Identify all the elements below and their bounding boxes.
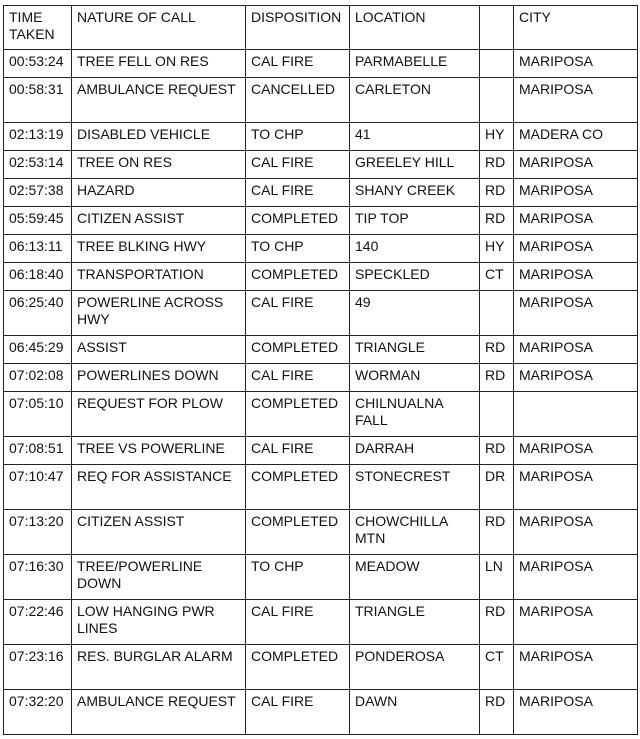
cell-time-taken: 00:53:24 [4,50,72,78]
cell-time-taken: 07:13:20 [4,510,72,555]
cell-disposition: CAL FIRE [246,291,350,336]
cell-city: MARIPOSA [514,179,638,207]
table-row [4,50,638,78]
cell-city: MARIPOSA [514,151,638,179]
cell-disposition: CAL FIRE [246,364,350,392]
cell-city: MARIPOSA [514,465,638,510]
cell-street-suffix: RD [480,151,514,179]
cell-city: MARIPOSA [514,555,638,600]
table-row [4,78,638,123]
cell-nature-of-call: POWERLINE ACROSS HWY [72,291,246,336]
cell-time-taken: 06:13:11 [4,235,72,263]
cell-disposition: COMPLETED [246,336,350,364]
cell-location: 49 [350,291,480,336]
cell-street-suffix: RD [480,437,514,465]
cell-location: DAWN [350,690,480,735]
cell-time-taken: 02:57:38 [4,179,72,207]
cell-nature-of-call: TREE/POWERLINE DOWN [72,555,246,600]
cell-location: CHILNUALNA FALL [350,392,480,437]
cell-nature-of-call: TREE BLKING HWY [72,235,246,263]
cell-street-suffix: RD [480,510,514,555]
cell-time-taken: 02:53:14 [4,151,72,179]
table-header [4,6,638,50]
table-row [4,465,638,510]
header-nature-of-call: NATURE OF CALL [72,6,246,50]
cell-disposition: COMPLETED [246,263,350,291]
table-row [4,510,638,555]
cell-nature-of-call: TRANSPORTATION [72,263,246,291]
table-row [4,336,638,364]
call-log-table [3,5,638,735]
cell-location: MEADOW [350,555,480,600]
cell-city: MARIPOSA [514,510,638,555]
cell-nature-of-call: ASSIST [72,336,246,364]
header-street-suffix [480,6,514,50]
table-row [4,364,638,392]
cell-city [514,392,638,437]
cell-time-taken: 07:22:46 [4,600,72,645]
cell-nature-of-call: AMBULANCE REQUEST [72,690,246,735]
cell-street-suffix: HY [480,123,514,151]
table-row [4,123,638,151]
cell-street-suffix [480,50,514,78]
cell-time-taken: 07:32:20 [4,690,72,735]
cell-disposition: CAL FIRE [246,600,350,645]
cell-street-suffix: LN [480,555,514,600]
cell-time-taken: 06:45:29 [4,336,72,364]
cell-disposition: TO CHP [246,235,350,263]
cell-time-taken: 07:10:47 [4,465,72,510]
cell-location: GREELEY HILL [350,151,480,179]
table-row [4,645,638,690]
cell-time-taken: 05:59:45 [4,207,72,235]
table-row [4,179,638,207]
cell-street-suffix: RD [480,364,514,392]
table-row [4,392,638,437]
table-row [4,151,638,179]
table-body [4,50,638,735]
cell-location: SPECKLED [350,263,480,291]
cell-nature-of-call: TREE ON RES [72,151,246,179]
cell-city: MARIPOSA [514,690,638,735]
cell-city: MARIPOSA [514,207,638,235]
cell-disposition: COMPLETED [246,645,350,690]
cell-location: 140 [350,235,480,263]
table-row [4,207,638,235]
cell-disposition: CAL FIRE [246,50,350,78]
cell-location: PONDEROSA [350,645,480,690]
header-row [4,6,638,50]
cell-disposition: COMPLETED [246,465,350,510]
cell-street-suffix: RD [480,179,514,207]
cell-city: MARIPOSA [514,364,638,392]
header-city: CITY [514,6,638,50]
cell-nature-of-call: LOW HANGING PWR LINES [72,600,246,645]
cell-nature-of-call: POWERLINES DOWN [72,364,246,392]
cell-street-suffix: RD [480,600,514,645]
cell-city: MARIPOSA [514,645,638,690]
cell-disposition: CAL FIRE [246,437,350,465]
cell-street-suffix: CT [480,645,514,690]
table-row [4,291,638,336]
table-row [4,555,638,600]
cell-location: SHANY CREEK [350,179,480,207]
cell-nature-of-call: REQ FOR ASSISTANCE [72,465,246,510]
header-location: LOCATION [350,6,480,50]
cell-time-taken: 00:58:31 [4,78,72,123]
cell-location: STONECREST [350,465,480,510]
cell-location: CHOWCHILLA MTN [350,510,480,555]
cell-location: WORMAN [350,364,480,392]
cell-nature-of-call: CITIZEN ASSIST [72,207,246,235]
cell-time-taken: 07:05:10 [4,392,72,437]
cell-disposition: COMPLETED [246,392,350,437]
cell-disposition: TO CHP [246,123,350,151]
cell-street-suffix: CT [480,263,514,291]
cell-city: MARIPOSA [514,78,638,123]
cell-nature-of-call: REQUEST FOR PLOW [72,392,246,437]
cell-street-suffix: HY [480,235,514,263]
table-row [4,690,638,735]
cell-street-suffix [480,392,514,437]
cell-nature-of-call: HAZARD [72,179,246,207]
cell-disposition: COMPLETED [246,207,350,235]
cell-location: TRIANGLE [350,336,480,364]
cell-street-suffix: RD [480,690,514,735]
cell-disposition: TO CHP [246,555,350,600]
cell-disposition: CANCELLED [246,78,350,123]
cell-city: MARIPOSA [514,263,638,291]
cell-city: MARIPOSA [514,235,638,263]
cell-city: MARIPOSA [514,437,638,465]
cell-city: MARIPOSA [514,50,638,78]
cell-nature-of-call: TREE VS POWERLINE [72,437,246,465]
cell-location: CARLETON [350,78,480,123]
cell-street-suffix: RD [480,207,514,235]
cell-time-taken: 07:02:08 [4,364,72,392]
cell-time-taken: 06:25:40 [4,291,72,336]
cell-location: PARMABELLE [350,50,480,78]
cell-street-suffix: RD [480,336,514,364]
cell-nature-of-call: DISABLED VEHICLE [72,123,246,151]
table-row [4,235,638,263]
cell-time-taken: 02:13:19 [4,123,72,151]
cell-location: TIP TOP [350,207,480,235]
cell-disposition: CAL FIRE [246,179,350,207]
cell-city: MARIPOSA [514,600,638,645]
cell-time-taken: 07:08:51 [4,437,72,465]
cell-time-taken: 07:16:30 [4,555,72,600]
cell-street-suffix [480,291,514,336]
header-time-taken: TIME TAKEN [4,6,72,50]
cell-city: MARIPOSA [514,291,638,336]
cell-location: TRIANGLE [350,600,480,645]
cell-nature-of-call: AMBULANCE REQUEST [72,78,246,123]
cell-city: MARIPOSA [514,336,638,364]
cell-disposition: COMPLETED [246,510,350,555]
cell-disposition: CAL FIRE [246,151,350,179]
table-row [4,437,638,465]
cell-disposition: CAL FIRE [246,690,350,735]
cell-street-suffix: DR [480,465,514,510]
table-row [4,263,638,291]
cell-city: MADERA CO [514,123,638,151]
cell-street-suffix [480,78,514,123]
cell-nature-of-call: RES. BURGLAR ALARM [72,645,246,690]
cell-time-taken: 06:18:40 [4,263,72,291]
cell-nature-of-call: TREE FELL ON RES [72,50,246,78]
cell-location: DARRAH [350,437,480,465]
cell-time-taken: 07:23:16 [4,645,72,690]
header-disposition: DISPOSITION [246,6,350,50]
cell-location: 41 [350,123,480,151]
table-row [4,600,638,645]
cell-nature-of-call: CITIZEN ASSIST [72,510,246,555]
